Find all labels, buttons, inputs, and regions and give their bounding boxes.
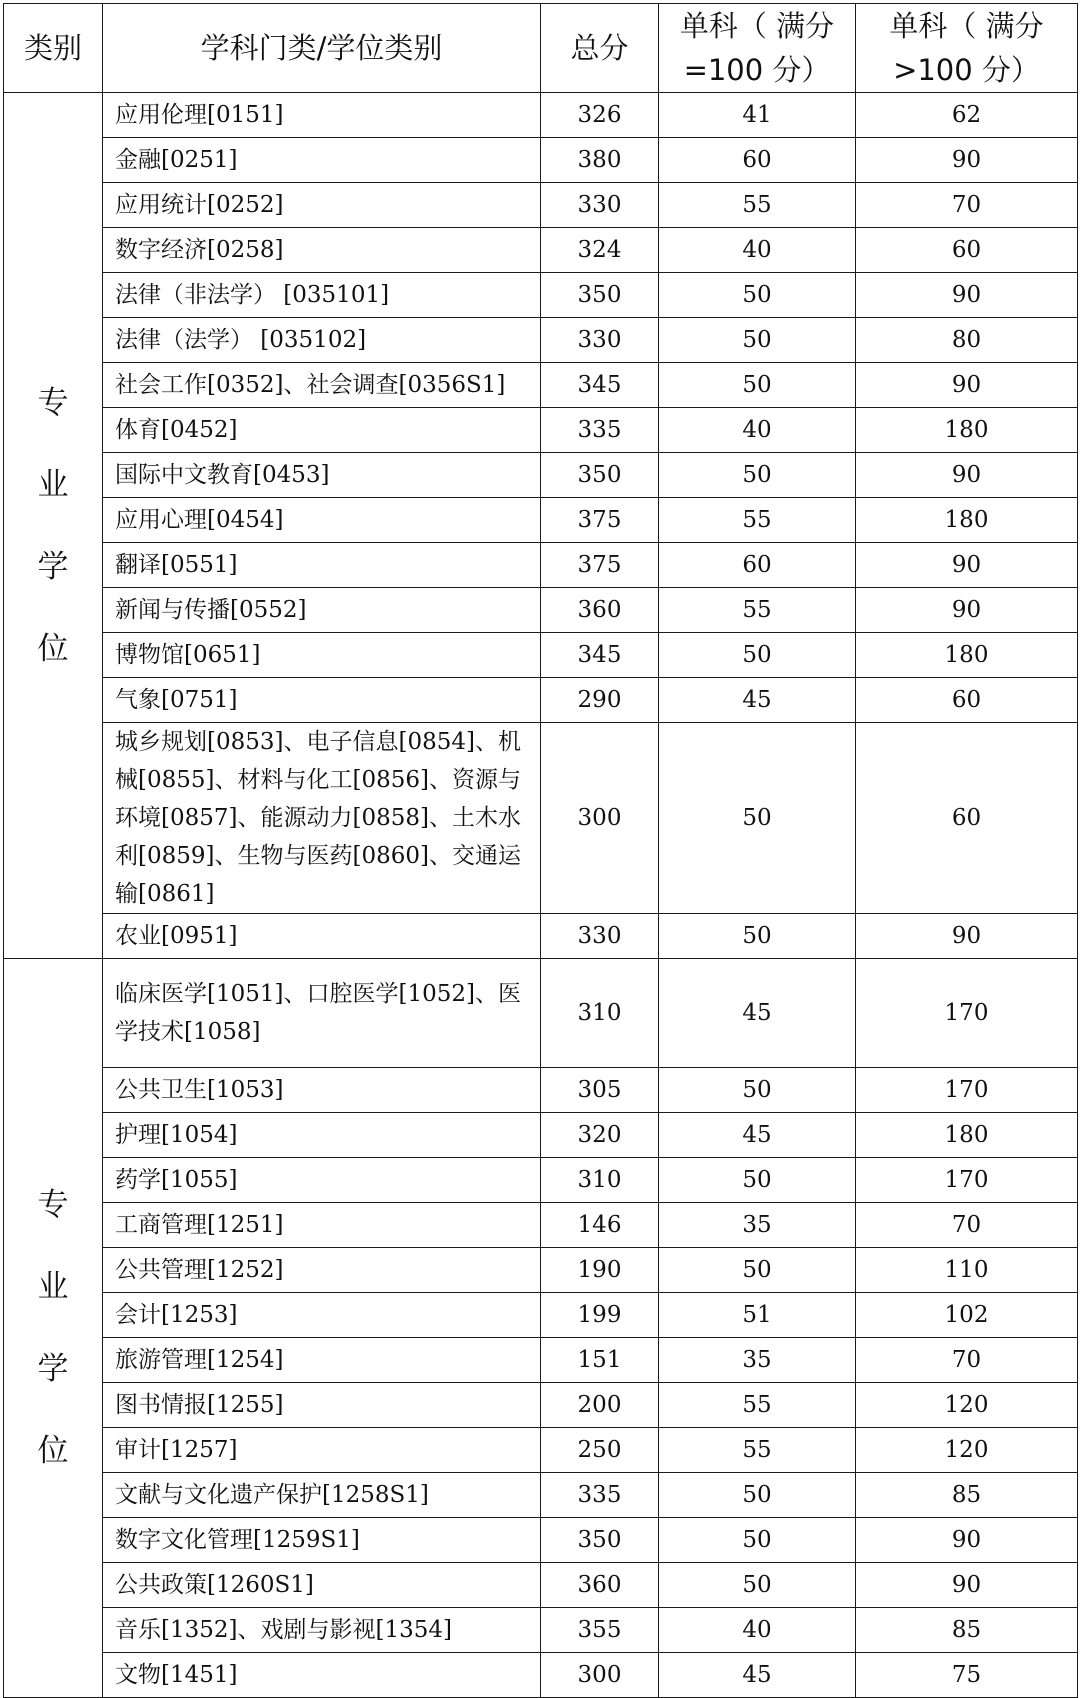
subject-cell: 社会工作[0352]、社会调查[0356S1] — [103, 363, 541, 408]
subject-cell: 体育[0452] — [103, 408, 541, 453]
total-score-cell: 350 — [541, 453, 659, 498]
table-row — [4, 93, 1078, 138]
single-100-cell: 55 — [659, 1383, 856, 1428]
table-row — [4, 183, 1078, 228]
single-over-100-cell: 70 — [856, 183, 1078, 228]
table-row — [4, 453, 1078, 498]
total-score-cell: 250 — [541, 1428, 659, 1473]
table-row — [4, 138, 1078, 183]
single-100-cell: 51 — [659, 1293, 856, 1338]
total-score-cell: 320 — [541, 1113, 659, 1158]
subject-cell: 药学[1055] — [103, 1158, 541, 1203]
table-row — [4, 1203, 1078, 1248]
single-100-cell: 50 — [659, 723, 856, 914]
single-over-100-cell: 180 — [856, 498, 1078, 543]
single-over-100-cell: 85 — [856, 1608, 1078, 1653]
header-single-100: 单科（ 满分=100 分） — [659, 4, 856, 93]
category-label: 专业学位 — [37, 1187, 69, 1469]
single-over-100-cell: 70 — [856, 1338, 1078, 1383]
total-score-cell: 380 — [541, 138, 659, 183]
total-score-cell: 355 — [541, 1608, 659, 1653]
table-row — [4, 1473, 1078, 1518]
subject-cell: 临床医学[1051]、口腔医学[1052]、医学技术[1058] — [103, 959, 541, 1068]
single-100-cell: 45 — [659, 678, 856, 723]
single-over-100-cell: 90 — [856, 588, 1078, 633]
subject-cell: 法律（法学） [035102] — [103, 318, 541, 363]
table-row — [4, 1068, 1078, 1113]
subject-cell: 金融[0251] — [103, 138, 541, 183]
subject-cell: 旅游管理[1254] — [103, 1338, 541, 1383]
subject-cell: 法律（非法学） [035101] — [103, 273, 541, 318]
table-row — [4, 1158, 1078, 1203]
single-over-100-cell: 120 — [856, 1428, 1078, 1473]
table-row — [4, 1518, 1078, 1563]
single-100-cell: 55 — [659, 1428, 856, 1473]
single-over-100-cell: 80 — [856, 318, 1078, 363]
single-100-cell: 50 — [659, 1158, 856, 1203]
table-row — [4, 723, 1078, 914]
table-row — [4, 543, 1078, 588]
total-score-cell: 330 — [541, 183, 659, 228]
single-100-cell: 40 — [659, 228, 856, 273]
table-row — [4, 633, 1078, 678]
total-score-cell: 350 — [541, 1518, 659, 1563]
single-100-cell: 60 — [659, 543, 856, 588]
single-over-100-cell: 90 — [856, 914, 1078, 959]
header-total: 总分 — [541, 4, 659, 93]
subject-cell: 应用心理[0454] — [103, 498, 541, 543]
total-score-cell: 290 — [541, 678, 659, 723]
subject-cell: 文献与文化遗产保护[1258S1] — [103, 1473, 541, 1518]
table-row — [4, 1113, 1078, 1158]
total-score-cell: 305 — [541, 1068, 659, 1113]
total-score-cell: 350 — [541, 273, 659, 318]
total-score-cell: 199 — [541, 1293, 659, 1338]
single-over-100-cell: 70 — [856, 1203, 1078, 1248]
table-row — [4, 1338, 1078, 1383]
subject-cell: 应用伦理[0151] — [103, 93, 541, 138]
table-row — [4, 273, 1078, 318]
single-over-100-cell: 85 — [856, 1473, 1078, 1518]
table-row — [4, 1428, 1078, 1473]
total-score-cell: 330 — [541, 318, 659, 363]
subject-cell: 工商管理[1251] — [103, 1203, 541, 1248]
single-100-cell: 50 — [659, 914, 856, 959]
table-row — [4, 408, 1078, 453]
single-100-cell: 50 — [659, 1473, 856, 1518]
table-row — [4, 914, 1078, 959]
total-score-cell: 345 — [541, 363, 659, 408]
subject-cell: 音乐[1352]、戏剧与影视[1354] — [103, 1608, 541, 1653]
table-row — [4, 678, 1078, 723]
single-over-100-cell: 170 — [856, 1158, 1078, 1203]
total-score-cell: 151 — [541, 1338, 659, 1383]
total-score-cell: 300 — [541, 723, 659, 914]
subject-cell: 翻译[0551] — [103, 543, 541, 588]
total-score-cell: 200 — [541, 1383, 659, 1428]
header-single-over-100: 单科（ 满分>100 分） — [856, 4, 1078, 93]
category-cell — [4, 959, 103, 1698]
table-row — [4, 1383, 1078, 1428]
single-over-100-cell: 180 — [856, 408, 1078, 453]
category-label: 专业学位 — [37, 384, 69, 667]
total-score-cell: 324 — [541, 228, 659, 273]
single-over-100-cell: 90 — [856, 1563, 1078, 1608]
table-row — [4, 228, 1078, 273]
single-over-100-cell: 90 — [856, 1518, 1078, 1563]
single-100-cell: 55 — [659, 498, 856, 543]
single-100-cell: 40 — [659, 1608, 856, 1653]
single-100-cell: 35 — [659, 1338, 856, 1383]
total-score-cell: 310 — [541, 1158, 659, 1203]
single-over-100-cell: 90 — [856, 273, 1078, 318]
subject-cell: 公共政策[1260S1] — [103, 1563, 541, 1608]
single-100-cell: 55 — [659, 183, 856, 228]
single-over-100-cell: 90 — [856, 543, 1078, 588]
total-score-cell: 360 — [541, 588, 659, 633]
single-over-100-cell: 180 — [856, 633, 1078, 678]
total-score-cell: 326 — [541, 93, 659, 138]
single-over-100-cell: 170 — [856, 1068, 1078, 1113]
subject-cell: 公共管理[1252] — [103, 1248, 541, 1293]
subject-cell: 数字文化管理[1259S1] — [103, 1518, 541, 1563]
table-row — [4, 959, 1078, 1068]
single-100-cell: 41 — [659, 93, 856, 138]
table-row — [4, 1608, 1078, 1653]
total-score-cell: 330 — [541, 914, 659, 959]
total-score-cell: 360 — [541, 1563, 659, 1608]
single-over-100-cell: 180 — [856, 1113, 1078, 1158]
single-100-cell: 45 — [659, 959, 856, 1068]
single-100-cell: 55 — [659, 588, 856, 633]
subject-cell: 城乡规划[0853]、电子信息[0854]、机械[0855]、材料与化工[0856]、资源与环境[0857]、能源动力[0858]、土木水利[0859]、生物与医药[0860]、交通运输[0861] — [103, 723, 541, 914]
total-score-cell: 345 — [541, 633, 659, 678]
total-score-cell: 375 — [541, 543, 659, 588]
total-score-cell: 310 — [541, 959, 659, 1068]
total-score-cell: 335 — [541, 1473, 659, 1518]
subject-cell: 博物馆[0651] — [103, 633, 541, 678]
single-100-cell: 50 — [659, 1068, 856, 1113]
total-score-cell: 335 — [541, 408, 659, 453]
single-over-100-cell: 62 — [856, 93, 1078, 138]
single-100-cell: 50 — [659, 318, 856, 363]
single-100-cell: 50 — [659, 1563, 856, 1608]
total-score-cell: 300 — [541, 1653, 659, 1698]
single-over-100-cell: 60 — [856, 678, 1078, 723]
single-over-100-cell: 60 — [856, 723, 1078, 914]
single-over-100-cell: 90 — [856, 138, 1078, 183]
single-100-cell: 50 — [659, 1248, 856, 1293]
single-over-100-cell: 75 — [856, 1653, 1078, 1698]
header-category: 类别 — [4, 4, 103, 93]
subject-cell: 新闻与传播[0552] — [103, 588, 541, 633]
subject-cell: 应用统计[0252] — [103, 183, 541, 228]
subject-cell: 护理[1054] — [103, 1113, 541, 1158]
single-over-100-cell: 110 — [856, 1248, 1078, 1293]
table-row — [4, 318, 1078, 363]
single-100-cell: 50 — [659, 1518, 856, 1563]
single-100-cell: 35 — [659, 1203, 856, 1248]
category-cell — [4, 93, 103, 959]
table-row — [4, 498, 1078, 543]
subject-cell: 农业[0951] — [103, 914, 541, 959]
subject-cell: 会计[1253] — [103, 1293, 541, 1338]
subject-cell: 数字经济[0258] — [103, 228, 541, 273]
subject-cell: 图书情报[1255] — [103, 1383, 541, 1428]
score-table — [3, 3, 1078, 1698]
single-over-100-cell: 170 — [856, 959, 1078, 1068]
header-row — [4, 4, 1078, 93]
single-over-100-cell: 90 — [856, 363, 1078, 408]
subject-cell: 公共卫生[1053] — [103, 1068, 541, 1113]
single-over-100-cell: 120 — [856, 1383, 1078, 1428]
single-100-cell: 40 — [659, 408, 856, 453]
total-score-cell: 190 — [541, 1248, 659, 1293]
subject-cell: 国际中文教育[0453] — [103, 453, 541, 498]
single-100-cell: 45 — [659, 1113, 856, 1158]
table-row — [4, 363, 1078, 408]
single-100-cell: 60 — [659, 138, 856, 183]
single-100-cell: 50 — [659, 453, 856, 498]
total-score-cell: 375 — [541, 498, 659, 543]
table-row — [4, 1293, 1078, 1338]
single-over-100-cell: 90 — [856, 453, 1078, 498]
subject-cell: 气象[0751] — [103, 678, 541, 723]
subject-cell: 审计[1257] — [103, 1428, 541, 1473]
header-subject: 学科门类/学位类别 — [103, 4, 541, 93]
table-row — [4, 1563, 1078, 1608]
single-100-cell: 45 — [659, 1653, 856, 1698]
table-row — [4, 1653, 1078, 1698]
single-over-100-cell: 102 — [856, 1293, 1078, 1338]
table-row — [4, 1248, 1078, 1293]
single-over-100-cell: 60 — [856, 228, 1078, 273]
single-100-cell: 50 — [659, 633, 856, 678]
table-row — [4, 588, 1078, 633]
table-body — [4, 93, 1078, 1698]
single-100-cell: 50 — [659, 363, 856, 408]
total-score-cell: 146 — [541, 1203, 659, 1248]
subject-cell: 文物[1451] — [103, 1653, 541, 1698]
single-100-cell: 50 — [659, 273, 856, 318]
